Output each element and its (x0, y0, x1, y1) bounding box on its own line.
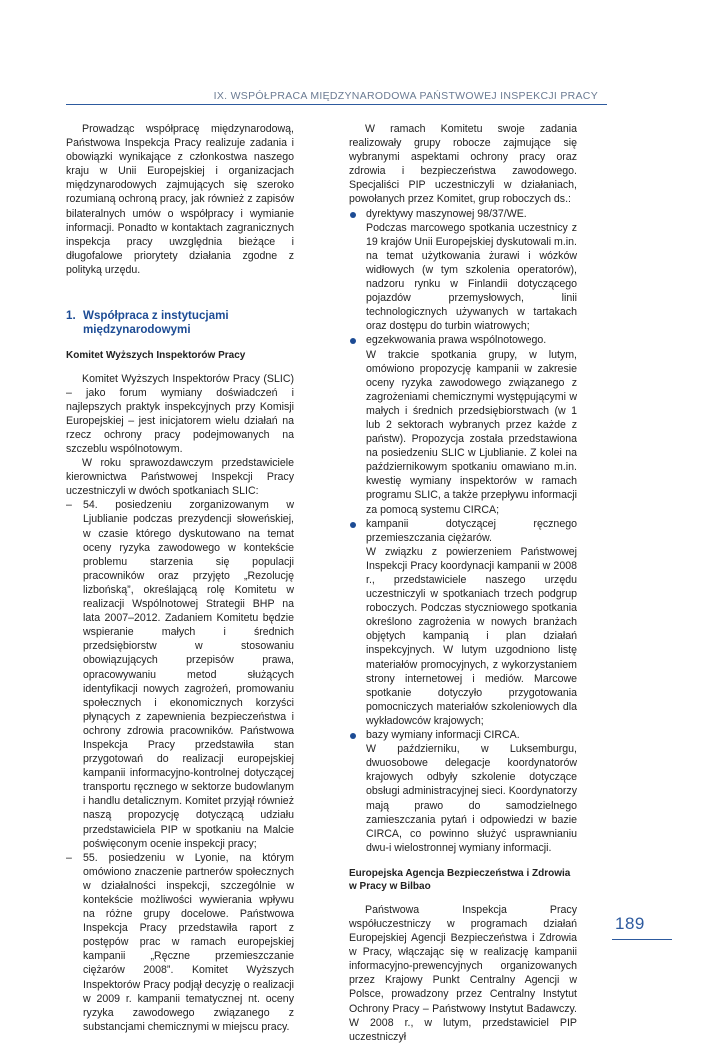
bullet-text: Podczas marcowego spotkania uczestnicy z 19 krajów Unii Europejskiej dyskutowali m.in. na temat użytkowania żurawi i wózków widłowych (w tym szkolenia operatorów), nadzoru rynku w Finlandii dotyczącego pojazdów przemysłowych, linii technologicznych używanych w tartakach oraz dostępu do turbin wiatrowych; (366, 221, 577, 333)
page-number: 189 (615, 914, 645, 933)
slic-paragraph-1: Komitet Wyższych Inspektorów Pracy (SLIC) – jako forum wymiany doświadczeń i najlepszych praktyk inspekcyjnych przy Komisji Europejskiej – jest inicjatorem wielu działań na rzecz ochrony pracy podejmowanych na szczeblu wspólnotowym. (66, 372, 294, 455)
bullet-text: W trakcie spotkania grupy, w lutym, omówiono propozycję kampanii w zakresie oceny ryzyka zawodowego związanego z zagrożeniami chemicznymi występującymi w małych i średnich przedsiębiorstwach (w 1 lub 2 sektorach wybranych przez każde z państw). Propozycja została przedstawiona na posiedzeniu SLIC w Ljublianie. Z kolei na październikowym spotkaniu omawiano m.in. kwestię wymiany inspektorów w ramach programu SLIC, a także przepływu informacji za pomocą systemu CIRCA; (366, 348, 577, 516)
list-item (66, 498, 294, 850)
bilbao-paragraph: Państwowa Inspekcja Pracy współuczestniczy w programach działań Europejskiej Agencji Bezpieczeństwa i Zdrowia w Pracy, włączając się w realizację kampanii informacyjno-prewencyjnych organizowanych przez Krajowy Punkt Centralny Agencji w Polsce, prowadzony przez Centralny Instytut Ochrony Pracy – Państwowy Instytut Badawczy. W 2008 r., w lutym, przedstawiciel PIP uczestniczył (349, 903, 577, 1043)
list-item-text: 55. posiedzeniu w Lyonie, na którym omówiono znaczenie partnerów społecznych w działalności inspekcji, szczególnie w kontekście możliwości wywierania wpływu na różne grupy docelowe. Państwowa Inspekcja Pracy przedstawiła raport z postępów prac w ramach europejskiej kampanii „Ręczne przemieszczanie ciężarów 2008”. Komitet Wyższych Inspektorów Pracy podjął decyzję o realizacji w 2009 r. kampanii tematycznej nt. oceny ryzyka zawodowego związanego z substancjami chemicznymi w miejscu pracy. (83, 851, 294, 1033)
header-rule (66, 104, 607, 105)
dash-marker: – (66, 499, 72, 512)
list-item (66, 851, 294, 1034)
right-column (349, 122, 577, 1044)
bullet-title: egzekwowania prawa wspólnotowego. (366, 334, 547, 347)
section-heading (66, 309, 294, 337)
dash-marker: – (66, 851, 72, 864)
subheading-bilbao: Europejska Agencja Bezpieczeństwa i Zdrowia w Pracy w Bilbao (349, 867, 571, 893)
slic-paragraph-2: W roku sprawozdawczym przedstawiciele kierownictwa Państwowej Inspekcji Pracy uczestniczyli w dwóch spotkaniach SLIC: (66, 457, 294, 498)
running-header: IX. WSPÓŁPRACA MIĘDZYNARODOWA PAŃSTWOWEJ INSPEKCJI PRACY (213, 90, 598, 102)
bullet-icon (350, 522, 356, 528)
subheading-slic: Komitet Wyższych Inspektorów Pracy (66, 350, 246, 362)
bullet-text: W październiku, w Luksemburgu, dwuosobowe delegacje koordynatorów krajowych odbyły szkolenie dotyczące obsługi administracyjnej sieci. Koordynatorzy mają prawo do samodzielnego zamieszczania pytań i odpowiedzi w bazie CIRCA, co powinno służyć usprawnianiu dwu-i wielostronnej wymiany informacji. (366, 743, 577, 854)
section-number: 1. (66, 309, 76, 323)
working-groups-paragraph: W ramach Komitetu swoje zadania realizowały grupy robocze zajmujące się wybranymi aspektami ochrony pracy oraz zdrowia i bezpieczeństwa zawodowego. Specjaliści PIP uczestniczyli w działaniach, powołanych przez Komitet, grup roboczych ds.: (349, 123, 577, 206)
bullet-item (349, 207, 577, 334)
bullet-item (349, 728, 577, 855)
page-number-rule (612, 939, 672, 940)
bullet-icon (350, 733, 356, 739)
bullet-text: W związku z powierzeniem Państwowej Inspekcji Pracy koordynacji kampanii w 2008 r., przedstawiciele naszego urzędu uczestniczyli w spotkaniach trzech podgrup roboczych. Podczas styczniowego spotkania określono zagrożenia w nowych branżach objętych kampanią i plan działań inspekcyjnych. W lutym uzgodniono listę materiałów promocyjnych, z wykorzystaniem strony internetowej i mediów. Marcowe spotkanie dotyczyło przygotowania pomocniczych materiałów szkoleniowych dla wykładowców krajowych; (366, 545, 577, 727)
bullet-icon (350, 338, 356, 344)
bullet-title: kampanii dotyczącej ręcznego przemieszczania ciężarów. (366, 517, 577, 544)
list-item-text: 54. posiedzeniu zorganizowanym w Ljublianie podczas prezydencji słoweńskiej, w czasie którego dyskutowano na temat oceny ryzyka zawodowego w kontekście problemu starzenia się populacji pracowników oraz przyjęto „Rezolucję lizbońską”, określającą rolę Komitetu w realizacji Wspólnotowej Strategii BHP na lata 2007–2012. Zadaniem Komitetu będzie wspieranie małych i średnich przedsiębiorstw w stosowaniu obowiązujących przepisów prawa, opracowywaniu metod służących identyfikacji nowych zagrożeń, promowaniu społecznych i ekonomicznych korzyści płynących z zapewnienia bezpieczeństwa i ochrony zdrowia pracowników. Państwowa Inspekcja Pracy przedstawiła stan przygotowań do realizacji europejskiej kampanii informacyjno-kontrolnej dotyczącej transportu ręcznego w sektorze budowlanym i handlu detalicznym. Komitet przyjął również naszą propozycję dotyczącą udziału przedstawiciela PIP w spotkaniu na Malcie poświęconym ocenie inspekcji pracy; (83, 499, 294, 850)
bullet-item (349, 333, 577, 516)
bullet-item (349, 517, 577, 728)
bullet-title: bazy wymiany informacji CIRCA. (366, 729, 520, 742)
bullet-icon (350, 212, 356, 218)
intro-paragraph: Prowadząc współpracę międzynarodową, Państwowa Inspekcja Pracy realizuje zadania i obowiązki wynikające z członkostwa naszego kraju w Unii Europejskiej i organizacjach międzynarodowych zajmujących się szeroko rozumianą ochroną pracy, jak również z zapisów bilateralnych umów o współpracy i wymianie informacji. Ponadto w kontaktach zagranicznych inspekcja pracy uwzględnia bieżące i długofalowe priorytety działania zgodne z polityką urzędu. (66, 123, 294, 276)
section-title: Współpraca z instytucjami międzynarodowymi (83, 309, 229, 337)
bullet-title: dyrektywy maszynowej 98/37/WE. (366, 207, 527, 220)
left-column (66, 122, 294, 1034)
